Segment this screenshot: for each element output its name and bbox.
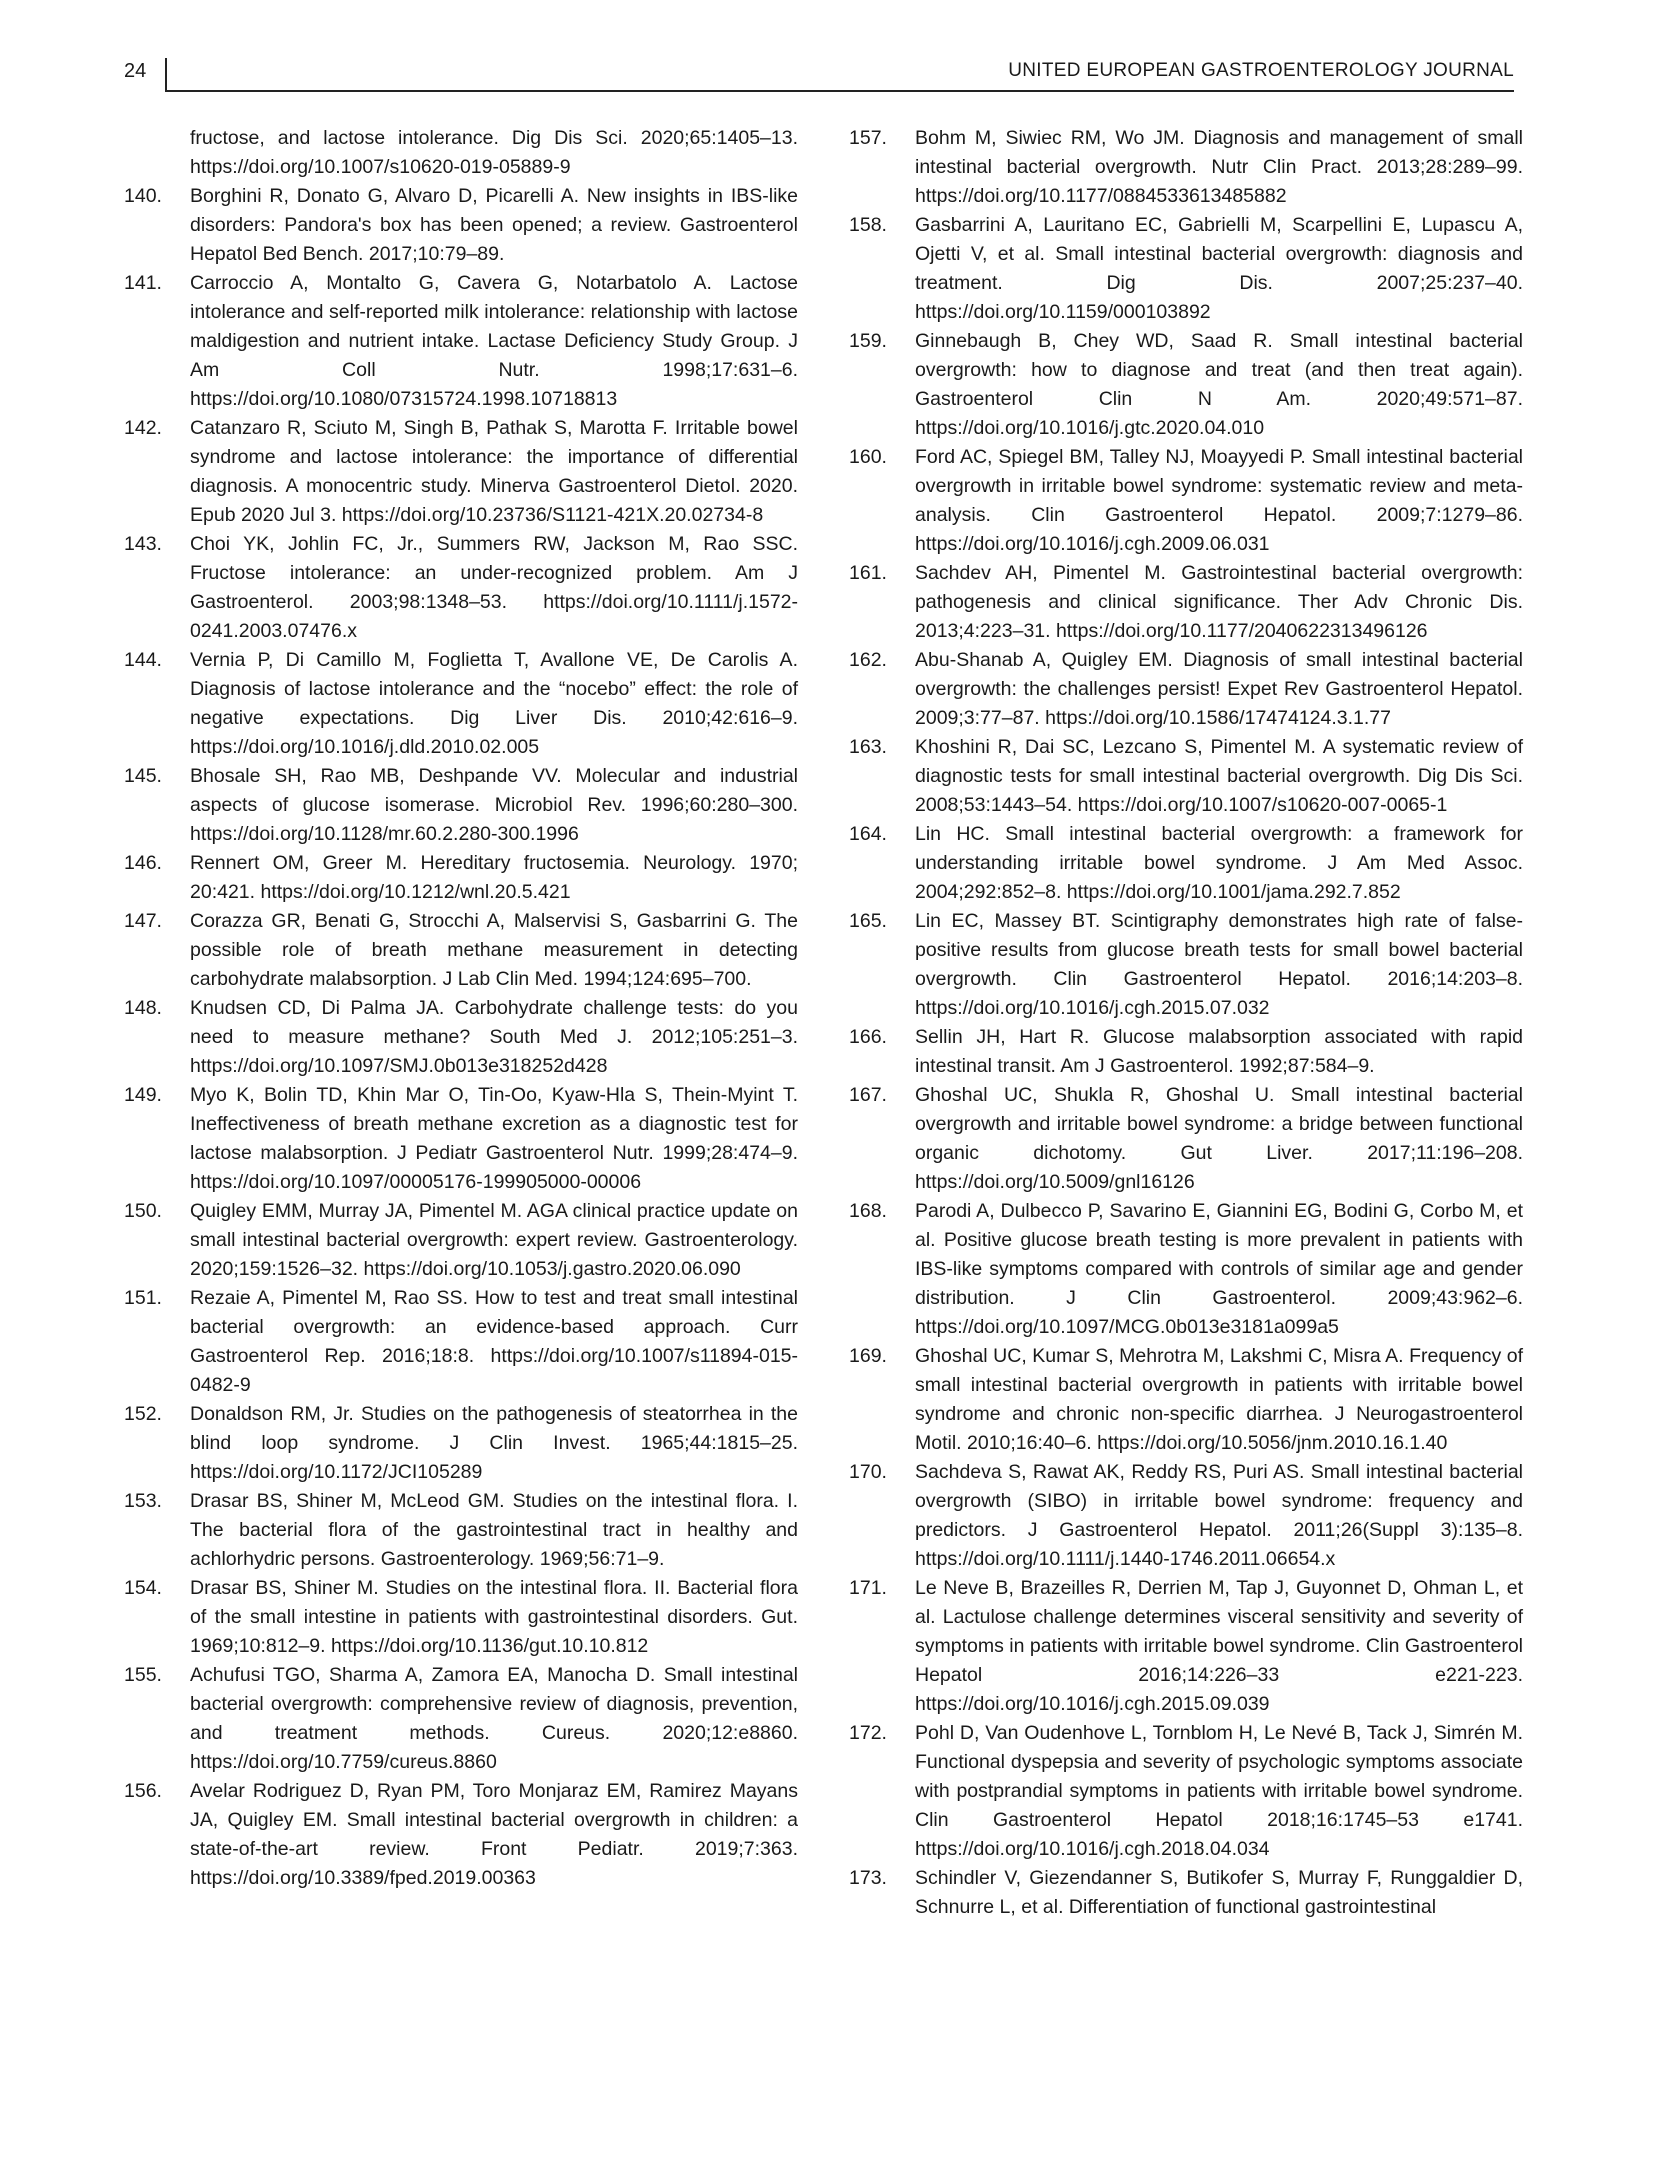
reference-item <box>845 733 1523 820</box>
reference-number: 151. <box>124 1287 162 1309</box>
reference-text: Abu-Shanab A, Quigley EM. Diagnosis of small intestinal bacterial overgrowth: the challenges persist! Expet Rev Gastroenterol Hepatol. 2009;3:77–87. https://doi.org/10.1586/17474124.3.1.77 <box>915 649 1523 729</box>
reference-number: 141. <box>124 272 162 294</box>
reference-text: Drasar BS, Shiner M. Studies on the intestinal flora. II. Bacterial flora of the small intestine in patients with gastrointestinal disorders. Gut. 1969;10:812–9. https://doi.org/10.1136/gut.10.10.812 <box>190 1577 798 1657</box>
reference-item <box>120 1081 798 1197</box>
reference-item <box>845 646 1523 733</box>
reference-number: 168. <box>849 1200 887 1222</box>
reference-item <box>120 182 798 269</box>
header-divider <box>165 58 167 90</box>
reference-number: 149. <box>124 1084 162 1106</box>
reference-item <box>845 820 1523 907</box>
reference-text: Sachdev AH, Pimentel M. Gastrointestinal bacterial overgrowth: pathogenesis and clinical significance. Ther Adv Chronic Dis. 2013;4:223–31. https://doi.org/10.1177/2040622313496126 <box>915 562 1523 642</box>
reference-item <box>120 762 798 849</box>
reference-text: Bohm M, Siwiec RM, Wo JM. Diagnosis and management of small intestinal bacterial overgrowth. Nutr Clin Pract. 2013;28:289–99. https://doi.org/10.1177/0884533613485882 <box>915 127 1523 207</box>
reference-text: Schindler V, Giezendanner S, Butikofer S, Murray F, Runggaldier D, Schnurre L, et al. Differentiation of functional gastrointestinal <box>915 1867 1523 1918</box>
reference-text: Rennert OM, Greer M. Hereditary fructosemia. Neurology. 1970; 20:421. https://doi.org/10.1212/wnl.20.5.421 <box>190 852 798 903</box>
reference-text: Quigley EMM, Murray JA, Pimentel M. AGA clinical practice update on small intestinal bacterial overgrowth: expert review. Gastroenterology. 2020;159:1526–32. https://doi.org/10.1053/j.gastro.2020.06.090 <box>190 1200 798 1280</box>
reference-text: Catanzaro R, Sciuto M, Singh B, Pathak S, Marotta F. Irritable bowel syndrome and lactose intolerance: the importance of differential diagnosis. A monocentric study. Minerva Gastroenterol Dietol. 2020. Epub 2020 Jul 3. https://doi.org/10.23736/S1121-421X.20.02734-8 <box>190 417 798 526</box>
right-column <box>845 124 1523 1922</box>
reference-item <box>120 646 798 762</box>
reference-number: 165. <box>849 910 887 932</box>
reference-item <box>845 124 1523 211</box>
reference-text: Drasar BS, Shiner M, McLeod GM. Studies on the intestinal flora. I. The bacterial flora of the gastrointestinal tract in healthy and achlorhydric persons. Gastroenterology. 1969;56:71–9. <box>190 1490 798 1570</box>
reference-text: Rezaie A, Pimentel M, Rao SS. How to test and treat small intestinal bacterial overgrowth: an evidence-based approach. Curr Gastroenterol Rep. 2016;18:8. https://doi.org/10.1007/s11894-015-0482-9 <box>190 1287 798 1396</box>
reference-item <box>845 1719 1523 1864</box>
reference-text: Parodi A, Dulbecco P, Savarino E, Giannini EG, Bodini G, Corbo M, et al. Positive glucose breath testing is more prevalent in patients with IBS-like symptoms compared with controls of similar age and gender distribution. J Clin Gastroenterol. 2009;43:962–6. https://doi.org/10.1097/MCG.0b013e3181a099a5 <box>915 1200 1523 1338</box>
reference-item <box>845 1023 1523 1081</box>
reference-text: Donaldson RM, Jr. Studies on the pathogenesis of steatorrhea in the blind loop syndrome. J Clin Invest. 1965;44:1815–25. https://doi.org/10.1172/JCI105289 <box>190 1403 798 1483</box>
reference-text: Gasbarrini A, Lauritano EC, Gabrielli M, Scarpellini E, Lupascu A, Ojetti V, et al. Small intestinal bacterial overgrowth: diagnosis and treatment. Dig Dis. 2007;25:237–40. https://doi.org/10.1159/000103892 <box>915 214 1523 323</box>
reference-item <box>120 1661 798 1777</box>
reference-text: Lin HC. Small intestinal bacterial overgrowth: a framework for understanding irritable bowel syndrome. J Am Med Assoc. 2004;292:852–8. https://doi.org/10.1001/jama.292.7.852 <box>915 823 1523 903</box>
reference-number: 148. <box>124 997 162 1019</box>
reference-text: Sellin JH, Hart R. Glucose malabsorption associated with rapid intestinal transit. Am J Gastroenterol. 1992;87:584–9. <box>915 1026 1523 1077</box>
reference-text: Avelar Rodriguez D, Ryan PM, Toro Monjaraz EM, Ramirez Mayans JA, Quigley EM. Small intestinal bacterial overgrowth in children: a state-of-the-art review. Front Pediatr. 2019;7:363. https://doi.org/10.3389/fped.2019.00363 <box>190 1780 798 1889</box>
reference-text: Knudsen CD, Di Palma JA. Carbohydrate challenge tests: do you need to measure methane? South Med J. 2012;105:251–3. https://doi.org/10.1097/SMJ.0b013e318252d428 <box>190 997 798 1077</box>
reference-item <box>120 530 798 646</box>
reference-text: Carroccio A, Montalto G, Cavera G, Notarbatolo A. Lactose intolerance and self-reported milk intolerance: relationship with lactose maldigestion and nutrient intake. Lactase Deficiency Study Group. J Am Coll Nutr. 1998;17:631–6. https://doi.org/10.1080/07315724.1998.10718813 <box>190 272 798 410</box>
reference-number: 161. <box>849 562 887 584</box>
reference-item <box>845 559 1523 646</box>
reference-text: Vernia P, Di Camillo M, Foglietta T, Avallone VE, De Carolis A. Diagnosis of lactose intolerance and the “nocebo” effect: the role of negative expectations. Dig Liver Dis. 2010;42:616–9. https://doi.org/10.1016/j.dld.2010.02.005 <box>190 649 798 758</box>
reference-text: Lin EC, Massey BT. Scintigraphy demonstrates high rate of false-positive results from glucose breath tests for small bowel bacterial overgrowth. Clin Gastroenterol Hepatol. 2016;14:203–8. https://doi.org/10.1016/j.cgh.2015.07.032 <box>915 910 1523 1019</box>
reference-item <box>845 1574 1523 1719</box>
reference-item <box>120 1197 798 1284</box>
reference-item <box>120 994 798 1081</box>
reference-number: 143. <box>124 533 162 555</box>
reference-item <box>845 1864 1523 1922</box>
reference-number: 162. <box>849 649 887 671</box>
reference-item <box>845 327 1523 443</box>
reference-item <box>120 1284 798 1400</box>
reference-number: 155. <box>124 1664 162 1686</box>
reference-item <box>120 849 798 907</box>
reference-item <box>120 1777 798 1893</box>
reference-item <box>845 1342 1523 1458</box>
reference-number: 153. <box>124 1490 162 1512</box>
reference-item <box>845 211 1523 327</box>
reference-number: 160. <box>849 446 887 468</box>
reference-number: 159. <box>849 330 887 352</box>
reference-number: 157. <box>849 127 887 149</box>
reference-number: 142. <box>124 417 162 439</box>
reference-number: 171. <box>849 1577 887 1599</box>
reference-item <box>120 1487 798 1574</box>
reference-text: Ginnebaugh B, Chey WD, Saad R. Small intestinal bacterial overgrowth: how to diagnose and treat (and then treat again). Gastroenterol Clin N Am. 2020;49:571–87. https://doi.org/10.1016/j.gtc.2020.04.010 <box>915 330 1523 439</box>
reference-text: Corazza GR, Benati G, Strocchi A, Malservisi S, Gasbarrini G. The possible role of breath methane measurement in detecting carbohydrate malabsorption. J Lab Clin Med. 1994;124:695–700. <box>190 910 798 990</box>
reference-number: 150. <box>124 1200 162 1222</box>
reference-text: Khoshini R, Dai SC, Lezcano S, Pimentel M. A systematic review of diagnostic tests for small intestinal bacterial overgrowth. Dig Dis Sci. 2008;53:1443–54. https://doi.org/10.1007/s10620-007-0065-1 <box>915 736 1523 816</box>
reference-number: 152. <box>124 1403 162 1425</box>
reference-number: 164. <box>849 823 887 845</box>
page-number: 24 <box>124 60 147 82</box>
reference-item <box>120 1400 798 1487</box>
reference-item <box>120 414 798 530</box>
reference-number: 145. <box>124 765 162 787</box>
reference-text: Ghoshal UC, Shukla R, Ghoshal U. Small intestinal bacterial overgrowth and irritable bowel syndrome: a bridge between functional organic dichotomy. Gut Liver. 2017;11:196–208. https://doi.org/10.5009/gnl16126 <box>915 1084 1523 1193</box>
reference-number: 144. <box>124 649 162 671</box>
reference-number: 169. <box>849 1345 887 1367</box>
reference-text: Ghoshal UC, Kumar S, Mehrotra M, Lakshmi C, Misra A. Frequency of small intestinal bacterial overgrowth in patients with irritable bowel syndrome and chronic non-specific diarrhea. J Neurogastroenterol Motil. 2010;16:40–6. https://doi.org/10.5056/jnm.2010.16.1.40 <box>915 1345 1523 1454</box>
reference-item <box>845 443 1523 559</box>
reference-number: 163. <box>849 736 887 758</box>
reference-item <box>845 1081 1523 1197</box>
reference-item <box>845 907 1523 1023</box>
reference-number: 154. <box>124 1577 162 1599</box>
reference-number: 156. <box>124 1780 162 1802</box>
reference-text: Pohl D, Van Oudenhove L, Tornblom H, Le Nevé B, Tack J, Simrén M. Functional dyspepsia and severity of psychologic symptoms associate with postprandial symptoms in patients with irritable bowel syndrome. Clin Gastroenterol Hepatol 2018;16:1745–53 e1741. https://doi.org/10.1016/j.cgh.2018.04.034 <box>915 1722 1523 1860</box>
header-rule <box>165 90 1514 92</box>
reference-number: 173. <box>849 1867 887 1889</box>
reference-number: 146. <box>124 852 162 874</box>
reference-text: Borghini R, Donato G, Alvaro D, Picarelli A. New insights in IBS-like disorders: Pandora's box has been opened; a review. Gastroenterol Hepatol Bed Bench. 2017;10:79–89. <box>190 185 798 265</box>
page-header <box>120 58 1514 92</box>
reference-text: Choi YK, Johlin FC, Jr., Summers RW, Jackson M, Rao SSC. Fructose intolerance: an under-recognized problem. Am J Gastroenterol. 2003;98:1348–53. https://doi.org/10.1111/j.1572-0241.2003.07476.x <box>190 533 798 642</box>
reference-number: 166. <box>849 1026 887 1048</box>
reference-number: 172. <box>849 1722 887 1744</box>
reference-text: Myo K, Bolin TD, Khin Mar O, Tin-Oo, Kyaw-Hla S, Thein-Myint T. Ineffectiveness of breath methane excretion as a diagnostic test for lactose malabsorption. J Pediatr Gastroenterol Nutr. 1999;28:474–9. https://doi.org/10.1097/00005176-199905000-00006 <box>190 1084 798 1193</box>
reference-item <box>845 1458 1523 1574</box>
reference-text: Bhosale SH, Rao MB, Deshpande VV. Molecular and industrial aspects of glucose isomerase. Microbiol Rev. 1996;60:280–300. https://doi.org/10.1128/mr.60.2.280-300.1996 <box>190 765 798 845</box>
reference-item <box>120 907 798 994</box>
journal-title: UNITED EUROPEAN GASTROENTEROLOGY JOURNAL <box>1008 60 1514 81</box>
reference-number: 140. <box>124 185 162 207</box>
reference-number: 158. <box>849 214 887 236</box>
reference-item <box>120 1574 798 1661</box>
left-column <box>120 124 798 1893</box>
reference-text: Achufusi TGO, Sharma A, Zamora EA, Manocha D. Small intestinal bacterial overgrowth: comprehensive review of diagnosis, prevention, and treatment methods. Cureus. 2020;12:e8860. https://doi.org/10.7759/cureus.8860 <box>190 1664 798 1773</box>
reference-item <box>120 269 798 414</box>
reference-number: 167. <box>849 1084 887 1106</box>
reference-number: 170. <box>849 1461 887 1483</box>
reference-text: Le Neve B, Brazeilles R, Derrien M, Tap J, Guyonnet D, Ohman L, et al. Lactulose challenge determines visceral sensitivity and severity of symptoms in patients with irritable bowel syndrome. Clin Gastroenterol Hepatol 2016;14:226–33 e221-223. https://doi.org/10.1016/j.cgh.2015.09.039 <box>915 1577 1523 1715</box>
reference-text: Sachdeva S, Rawat AK, Reddy RS, Puri AS. Small intestinal bacterial overgrowth (SIBO) in irritable bowel syndrome: frequency and predictors. J Gastroenterol Hepatol. 2011;26(Suppl 3):135–8. https://doi.org/10.1111/j.1440-1746.2011.06654.x <box>915 1461 1523 1570</box>
reference-number: 147. <box>124 910 162 932</box>
reference-text: Ford AC, Spiegel BM, Talley NJ, Moayyedi P. Small intestinal bacterial overgrowth in irritable bowel syndrome: systematic review and meta-analysis. Clin Gastroenterol Hepatol. 2009;7:1279–86. https://doi.org/10.1016/j.cgh.2009.06.031 <box>915 446 1523 555</box>
reference-continuation: fructose, and lactose intolerance. Dig Dis Sci. 2020;65:1405–13. https://doi.org/10.1007/s10620-019-05889-9 <box>190 127 798 178</box>
reference-item <box>845 1197 1523 1342</box>
